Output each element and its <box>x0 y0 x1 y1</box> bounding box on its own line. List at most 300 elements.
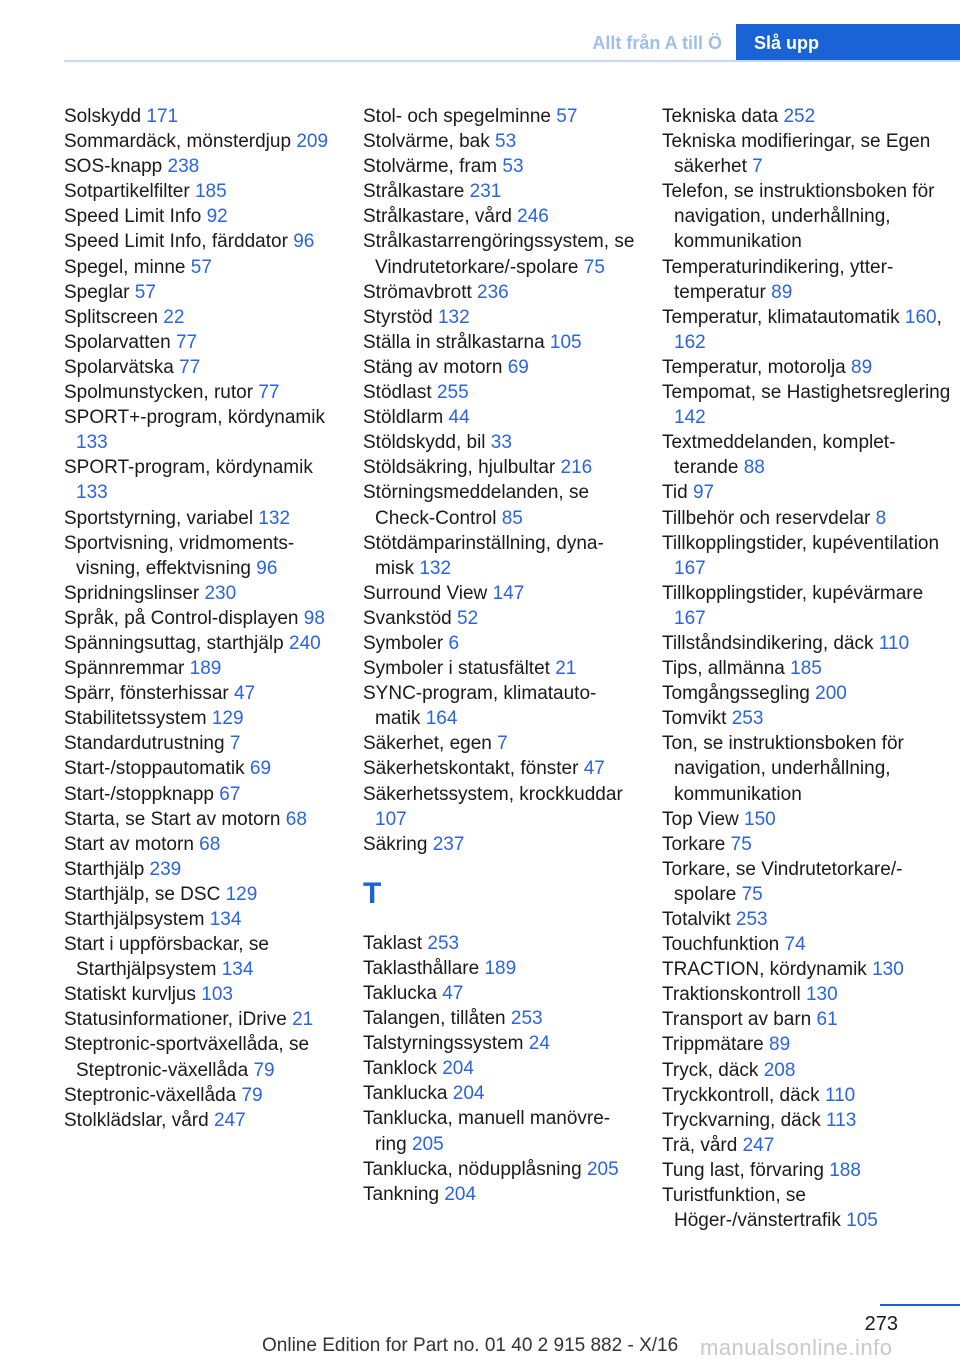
index-term: Stöldlarm <box>363 407 449 429</box>
page-link[interactable]: 98 <box>303 607 325 629</box>
index-term: Stöldskydd, bil <box>363 432 491 454</box>
index-entry <box>64 882 336 907</box>
index-entry <box>662 832 952 857</box>
index-entry <box>363 1182 635 1207</box>
index-term: Trä, vård <box>662 1134 743 1156</box>
index-column-3 <box>662 104 952 1233</box>
index-entry <box>662 1183 952 1233</box>
page-link[interactable]: 24 <box>528 1033 550 1055</box>
page-link[interactable]: 92 <box>206 206 228 228</box>
index-term: Ton, se instruktionsboken för navigation, underhållning, kommunikation <box>662 733 904 805</box>
index-entry <box>662 1058 952 1083</box>
index-term: Solskydd <box>64 106 147 127</box>
page-link[interactable]: 89 <box>851 356 873 378</box>
index-term: Tryckvarning, däck <box>662 1109 827 1131</box>
page-link[interactable]: 129 <box>225 883 258 905</box>
index-term: Tekniska modifieringar, se Egen säkerhet <box>662 131 931 178</box>
page-link[interactable]: 253 <box>731 708 764 730</box>
index-term: Statusinformationer, iDrive <box>64 1009 293 1031</box>
index-entry <box>363 480 635 530</box>
index-entry <box>64 380 336 405</box>
index-entry <box>64 405 336 455</box>
index-term: Speglar <box>64 281 135 303</box>
index-term: Sotpartikelfilter <box>64 181 195 203</box>
index-term: Taklucka <box>363 983 443 1004</box>
page-link[interactable]: 21 <box>555 658 577 680</box>
page-link[interactable]: 147 <box>492 582 525 604</box>
index-entry <box>64 255 336 280</box>
index-term: Totalvikt <box>662 909 736 930</box>
page-link[interactable]: 134 <box>221 959 254 981</box>
index-entry <box>662 1108 952 1133</box>
page-link[interactable]: 162 <box>674 331 706 353</box>
index-term: Sportstyrning, variabel <box>64 507 259 529</box>
index-entry <box>363 1106 635 1156</box>
page-link[interactable]: 77 <box>175 331 198 353</box>
index-entry <box>64 1083 336 1108</box>
index-entry <box>363 581 635 606</box>
page-link[interactable]: 238 <box>167 156 200 178</box>
page-link[interactable]: 33 <box>490 432 512 454</box>
index-entry <box>363 832 635 857</box>
index-entry <box>662 355 952 380</box>
page-link[interactable]: 97 <box>692 482 715 504</box>
index-term: Tillkopplingstider, kupéventilation <box>662 532 940 554</box>
index-term: Top View <box>662 808 745 830</box>
page-link[interactable]: 8 <box>875 507 887 529</box>
index-term: Spännremmar <box>64 658 190 680</box>
page-link[interactable]: 246 <box>517 206 549 228</box>
page-link[interactable]: 239 <box>149 858 182 880</box>
page-link[interactable]: 208 <box>763 1059 796 1081</box>
index-entry <box>64 656 336 681</box>
page-link[interactable]: 79 <box>241 1084 263 1106</box>
index-term: Styrstöd <box>363 306 438 328</box>
index-term: Talstyrningssystem <box>363 1033 529 1055</box>
index-entry <box>363 956 635 981</box>
index-entry <box>64 330 336 355</box>
index-entry <box>64 1032 336 1082</box>
index-entry <box>64 1108 336 1133</box>
index-term: SPORT+-program, kördynamik <box>64 407 325 429</box>
section-title[interactable]: Allt från A till Ö <box>592 33 722 53</box>
index-term: Säkerhet, egen <box>363 733 498 755</box>
index-term: Stöldsäkring, hjulbultar <box>363 457 561 479</box>
header-divider <box>64 60 960 62</box>
page-link[interactable]: 216 <box>560 457 593 479</box>
page-link[interactable]: 231 <box>469 181 502 203</box>
page-link[interactable]: 253 <box>510 1008 543 1030</box>
page-link[interactable]: 110 <box>878 632 910 654</box>
page-link[interactable]: 47 <box>442 983 464 1004</box>
index-entry <box>662 1032 952 1057</box>
index-term: Språk, på Control-displayen <box>64 607 304 629</box>
page-link[interactable]: 132 <box>437 306 470 328</box>
page-link[interactable]: 52 <box>457 607 479 629</box>
index-term: Starta, se Start av motorn <box>64 808 286 830</box>
index-term: SPORT-program, kördynamik <box>64 457 313 479</box>
page-link[interactable]: 132 <box>258 507 291 529</box>
index-term: Start i uppförsbackar, se Starthjälpsystem <box>64 934 269 981</box>
index-entry <box>363 1157 635 1182</box>
page-link[interactable]: 167 <box>674 557 706 579</box>
index-term: Trippmätare <box>662 1034 769 1056</box>
index-term: Transport av barn <box>662 1009 817 1031</box>
index-entry <box>64 229 336 254</box>
page-link[interactable]: 69 <box>249 758 272 780</box>
page-link[interactable]: 247 <box>213 1109 246 1131</box>
index-term: TRACTION, kördynamik <box>662 959 873 981</box>
page-link[interactable]: 205 <box>586 1158 619 1180</box>
page-link[interactable]: 96 <box>256 557 278 579</box>
page-link[interactable]: 150 <box>744 808 776 830</box>
index-entry <box>64 631 336 656</box>
index-entry <box>64 807 336 832</box>
page-link[interactable]: 105 <box>846 1210 878 1232</box>
index-entry <box>64 506 336 531</box>
page-link[interactable]: 105 <box>549 331 582 353</box>
index-entry <box>662 531 952 581</box>
index-entry <box>64 204 336 229</box>
index-term: Tanklucka, manuell manövrering <box>363 1108 611 1155</box>
index-entry <box>662 1083 952 1108</box>
index-term: SOS-knapp <box>64 156 168 178</box>
index-term: Temperatur, motorolja <box>662 356 852 378</box>
index-term: Talangen, tillåten <box>363 1008 511 1030</box>
page-link[interactable]: 209 <box>296 131 329 153</box>
page-link[interactable]: 110 <box>824 1084 856 1106</box>
page-link[interactable]: 189 <box>189 658 222 680</box>
index-entry <box>64 706 336 731</box>
index-term: Stötdämparinställning, dynamisk <box>363 532 604 579</box>
page-link[interactable]: 204 <box>452 1083 485 1105</box>
index-entry <box>363 1056 635 1081</box>
page-link[interactable]: 253 <box>427 932 460 954</box>
page-link[interactable]: 164 <box>425 708 458 730</box>
page-link[interactable]: 205 <box>411 1133 444 1155</box>
index-term: Start-/stoppknapp <box>64 783 220 805</box>
index-term: Tillståndsindikering, däck <box>662 632 879 654</box>
page-link[interactable]: 96 <box>293 231 315 253</box>
page-link[interactable]: 107 <box>375 808 407 830</box>
index-entry <box>363 355 635 380</box>
index-term: Tillkopplingstider, kupévärmare <box>662 582 924 604</box>
page-link[interactable]: 85 <box>501 507 523 529</box>
index-entry <box>662 480 952 505</box>
index-term: Symboler <box>363 632 449 654</box>
index-term: Torkare <box>662 833 731 855</box>
index-term: Tryckkontroll, däck <box>662 1084 825 1106</box>
index-entry <box>64 154 336 179</box>
page-link[interactable]: 67 <box>219 783 241 805</box>
index-entry <box>662 631 952 656</box>
page-link[interactable]: 53 <box>502 156 524 178</box>
index-entry <box>662 104 952 129</box>
index-term: Telefon, se instruktionsboken för navigation, underhållning, kommunikation <box>662 181 935 253</box>
index-term: Steptronic-sportväxellåda, se Steptronic-växellåda <box>64 1034 310 1081</box>
page-link[interactable]: 185 <box>790 658 822 680</box>
index-term: Tung last, förvaring <box>662 1159 830 1181</box>
index-entry <box>662 857 952 907</box>
page-link[interactable]: 253 <box>735 909 768 930</box>
index-term: Taklast <box>363 932 428 954</box>
index-term: Stäng av motorn <box>363 356 508 378</box>
index-term: Stol- och spegelminne <box>363 106 557 127</box>
index-term: Touchfunktion <box>662 934 785 956</box>
index-entry <box>363 455 635 480</box>
index-column-2 <box>363 104 635 1207</box>
page-link[interactable]: 189 <box>484 957 517 979</box>
page-link[interactable]: 79 <box>253 1059 275 1081</box>
index-entry <box>363 179 635 204</box>
page-link[interactable]: 103 <box>201 984 233 1006</box>
page-link[interactable]: 171 <box>146 106 179 127</box>
page-link[interactable]: 255 <box>436 382 469 404</box>
lookup-tab[interactable]: Slå upp <box>736 24 960 62</box>
page-link[interactable]: 132 <box>419 557 452 579</box>
index-term: Säkerhetskontakt, fönster <box>363 758 584 780</box>
page-link[interactable]: 44 <box>448 407 470 429</box>
index-entry <box>363 330 635 355</box>
index-term: Säkring <box>363 833 433 855</box>
page-link[interactable]: 167 <box>674 607 706 629</box>
page-link[interactable]: 21 <box>292 1009 314 1031</box>
index-entry <box>64 531 336 581</box>
page-link[interactable]: 22 <box>163 306 185 328</box>
index-term: Tryck, däck <box>662 1059 764 1081</box>
index-term: Tankning <box>363 1183 445 1205</box>
index-term: Taklasthållare <box>363 957 485 979</box>
index-entry <box>662 982 952 1007</box>
page-link[interactable]: 74 <box>784 934 806 956</box>
index-entry <box>64 355 336 380</box>
page-link[interactable]: 204 <box>442 1058 474 1080</box>
index-term: Statiskt kurvljus <box>64 984 202 1006</box>
page-link[interactable]: 133 <box>76 482 108 504</box>
page-link[interactable]: 89 <box>771 281 793 303</box>
page-link[interactable]: 69 <box>507 356 529 378</box>
index-entry <box>64 681 336 706</box>
index-entry <box>363 1006 635 1031</box>
page-link[interactable]: 75 <box>730 833 752 855</box>
page-link[interactable]: 75 <box>741 883 763 905</box>
index-term: Sportvisning, vridmomentsvisning, effektvisning <box>64 532 295 579</box>
index-term: Spridningslinser <box>64 582 205 604</box>
page-link[interactable]: 247 <box>742 1134 775 1156</box>
page-link[interactable]: 252 <box>783 106 816 127</box>
index-term: Störningsmeddelanden, se Check-Control <box>363 482 590 529</box>
index-column-1 <box>64 104 336 1133</box>
index-term: Tekniska data <box>662 106 784 127</box>
index-term: Spolarvatten <box>64 331 176 353</box>
index-term: Stabilitetssystem <box>64 708 212 730</box>
index-term: Tips, allmänna <box>662 658 791 680</box>
index-term: Splitscreen <box>64 306 164 328</box>
index-entry <box>363 380 635 405</box>
index-entry <box>64 606 336 631</box>
page-separator: , <box>936 306 942 328</box>
index-term: Sommardäck, mönsterdjup <box>64 131 297 153</box>
index-term: Svankstöd <box>363 607 457 629</box>
index-entry <box>363 204 635 229</box>
index-entry <box>662 681 952 706</box>
page-link[interactable]: 88 <box>743 457 765 479</box>
index-entry <box>662 706 952 731</box>
index-term: Säkerhetssystem, krockkuddar <box>363 783 623 805</box>
index-entry <box>64 129 336 154</box>
index-term: Tomgångssegling <box>662 683 816 705</box>
page-link[interactable]: 160 <box>904 306 937 328</box>
page-link[interactable]: 230 <box>204 582 237 604</box>
edition-note: Online Edition for Part no. 01 40 2 915 882 - X/16 <box>262 1335 679 1356</box>
index-entry <box>662 255 952 305</box>
index-entry <box>662 957 952 982</box>
index-term: Starthjälpsystem <box>64 909 210 930</box>
index-term: Stolvärme, bak <box>363 131 495 153</box>
index-term: Ställa in strålkastarna <box>363 331 550 353</box>
index-term: Tid <box>662 482 693 504</box>
index-entry <box>363 931 635 956</box>
index-entry <box>64 455 336 505</box>
index-term: Tomvikt <box>662 708 732 730</box>
index-term: Turistfunktion, se Höger-/vänstertrafik <box>662 1185 847 1232</box>
page-link[interactable]: 7 <box>229 733 241 755</box>
index-term: Strålkastare <box>363 181 470 203</box>
page-link[interactable]: 237 <box>432 833 465 855</box>
index-entry <box>363 756 635 781</box>
index-term: Temperaturindikering, yttertemperatur <box>662 256 894 303</box>
index-entry <box>662 656 952 681</box>
page-link[interactable]: 204 <box>444 1183 477 1205</box>
index-entry <box>363 1081 635 1106</box>
page-link[interactable]: 130 <box>805 984 838 1006</box>
index-term: Start-/stoppautomatik <box>64 758 250 780</box>
index-entry <box>363 981 635 1006</box>
index-entry <box>64 857 336 882</box>
page-link[interactable]: 129 <box>211 708 244 730</box>
index-entry <box>662 932 952 957</box>
index-term: Strålkastarrengöringssystem, se Vindrutetorkare/-spolare <box>363 231 635 278</box>
page-link[interactable]: 134 <box>209 909 242 930</box>
index-entry <box>64 756 336 781</box>
page-link[interactable]: 133 <box>76 432 108 454</box>
index-entry <box>64 907 336 932</box>
page-link[interactable]: 200 <box>815 683 847 705</box>
index-entry <box>64 581 336 606</box>
index-entry <box>363 531 635 581</box>
index-term: Stödlast <box>363 382 437 404</box>
index-entry <box>662 1158 952 1183</box>
index-entry <box>64 104 336 129</box>
index-entry <box>64 731 336 756</box>
page-link[interactable]: 6 <box>448 632 460 654</box>
index-term: Spärr, fönsterhissar <box>64 683 235 705</box>
index-term: Starthjälp <box>64 858 150 880</box>
page-link[interactable]: 53 <box>495 131 517 153</box>
index-entry <box>363 405 635 430</box>
index-entry <box>662 581 952 631</box>
page-link[interactable]: 130 <box>872 959 904 981</box>
index-entry <box>662 380 952 430</box>
index-entry <box>64 982 336 1007</box>
index-entry <box>64 305 336 330</box>
index-entry <box>662 1007 952 1032</box>
index-entry <box>363 656 635 681</box>
index-term: Start av motorn <box>64 833 200 855</box>
index-entry <box>363 731 635 756</box>
index-entry <box>662 506 952 531</box>
index-term: SYNC-program, klimatautomatik <box>363 683 597 730</box>
page-link[interactable]: 61 <box>816 1009 838 1031</box>
page-link[interactable]: 7 <box>497 733 508 755</box>
page-link[interactable]: 77 <box>258 382 280 404</box>
index-term: Tanklock <box>363 1058 443 1080</box>
page-link[interactable]: 47 <box>234 683 256 705</box>
index-entry <box>662 1133 952 1158</box>
page-link[interactable]: 240 <box>289 632 321 654</box>
page-number: 273 <box>864 1313 898 1335</box>
page-link[interactable]: 57 <box>556 106 578 127</box>
index-entry <box>64 782 336 807</box>
page-link[interactable]: 236 <box>477 281 509 303</box>
index-term: Torkare, se Vindrutetorkare/-spolare <box>662 858 903 905</box>
page-link[interactable]: 142 <box>674 407 706 429</box>
index-entry <box>363 129 635 154</box>
index-entry <box>64 179 336 204</box>
index-entry <box>363 606 635 631</box>
page-link[interactable]: 57 <box>134 281 156 303</box>
page-header <box>64 24 960 62</box>
page-link[interactable]: 68 <box>199 833 221 855</box>
index-entry <box>363 681 635 731</box>
index-term: Textmeddelanden, kompletterande <box>662 432 896 479</box>
index-term: Traktionskontroll <box>662 984 806 1006</box>
page-link[interactable]: 89 <box>769 1034 791 1056</box>
index-entry <box>363 782 635 832</box>
index-entry <box>363 154 635 179</box>
index-entry <box>64 280 336 305</box>
index-entry <box>662 907 952 932</box>
page-link[interactable]: 68 <box>285 808 307 830</box>
page-link[interactable]: 57 <box>190 256 212 278</box>
page-link[interactable]: 113 <box>826 1109 857 1131</box>
page-link[interactable]: 75 <box>583 256 605 278</box>
index-entry <box>363 430 635 455</box>
index-term: Spänningsuttag, starthjälp <box>64 632 289 654</box>
index-entry <box>363 280 635 305</box>
index-term: Spolarvätska <box>64 356 180 378</box>
index-entry <box>662 179 952 254</box>
index-entry <box>363 305 635 330</box>
index-term: Speed Limit Info, färddator <box>64 231 294 253</box>
page-link[interactable]: 185 <box>194 181 227 203</box>
index-term: Tillbehör och reservdelar <box>662 507 876 529</box>
index-term: Temperatur, klimatautomatik <box>662 306 905 328</box>
index-term: Spegel, minne <box>64 256 191 278</box>
index-term: Speed Limit Info <box>64 206 207 228</box>
page-link[interactable]: 7 <box>752 156 763 178</box>
index-letter-heading: T <box>363 876 382 910</box>
index-term: Stolvärme, fram <box>363 156 503 178</box>
index-term: Standardutrustning <box>64 733 230 755</box>
page-link[interactable]: 77 <box>179 356 201 378</box>
index-entry <box>363 1031 635 1056</box>
page-link[interactable]: 47 <box>583 758 605 780</box>
index-entry <box>662 731 952 806</box>
index-term: Strålkastare, vård <box>363 206 518 228</box>
page-link[interactable]: 188 <box>829 1159 861 1181</box>
index-entry <box>662 807 952 832</box>
